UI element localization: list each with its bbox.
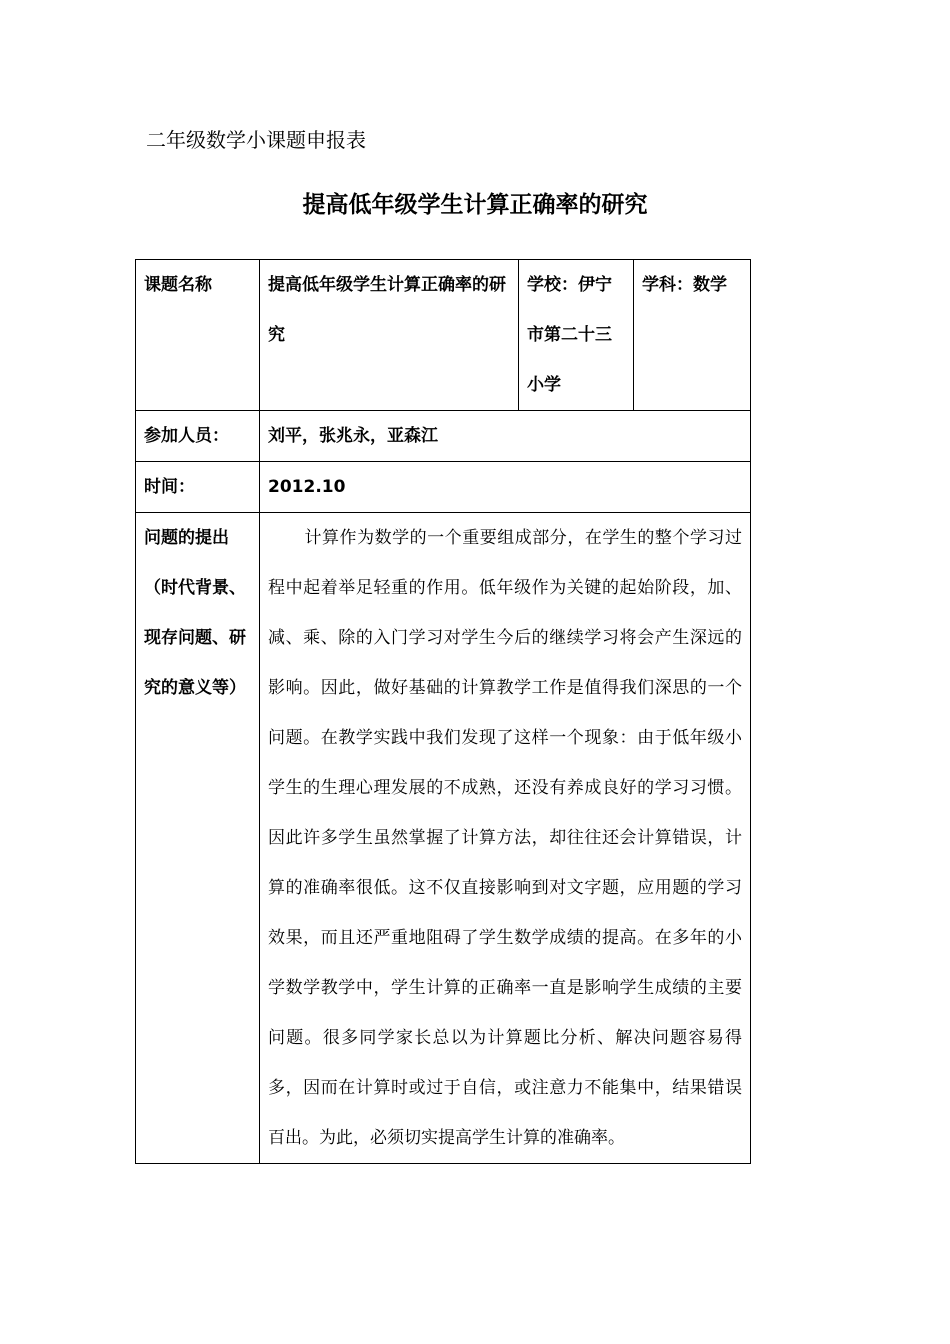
problem-text-cell — [260, 513, 751, 1164]
topic-label-cell — [136, 260, 260, 411]
subject-cell — [634, 260, 751, 411]
subject-value: 学科：数学 — [642, 275, 727, 295]
problem-text: 计算作为数学的一个重要组成部分，在学生的整个学习过程中起着举足轻重的作用。低年级作为关键的起始阶段，加、减、乘、除的入门学习对学生今后的继续学习将会产生深远的影响。因此，做好基础的计算教学工作是值得我们深思的一个问题。在教学实践中我们发现了这样一个现象：由于低年级小学生的生理心理发展的不成熟，还没有养成良好的学习习惯。因此许多学生虽然掌握了计算方法，却往往还会计算错误，计算的准确率很低。这不仅直接影响到对文字题，应用题的学习效果，而且还严重地阻碍了学生数学成绩的提高。在多年的小学数学教学中，学生计算的正确率一直是影响学生成绩的主要问题。很多同学家长总以为计算题比分析、解决问题容易得多，因而在计算时或过于自信，或注意力不能集中，结果错误百出。为此，必须切实提高学生计算的准确率。 — [268, 528, 742, 1148]
topic-row — [136, 260, 751, 411]
topic-value: 提高低年级学生计算正确率的研究 — [268, 275, 506, 345]
time-value-cell — [260, 462, 751, 513]
members-value-cell — [260, 411, 751, 462]
problem-label: 问题的提出（时代背景、现存问题、研究的意义等） — [144, 528, 246, 698]
form-type-label: 二年级数学小课题申报表 — [146, 128, 366, 152]
members-label: 参加人员： — [144, 426, 229, 446]
school-cell — [519, 260, 634, 411]
members-label-cell — [136, 411, 260, 462]
time-row — [136, 462, 751, 513]
problem-row — [136, 513, 751, 1164]
topic-label: 课题名称 — [144, 275, 212, 295]
document-title: 提高低年级学生计算正确率的研究 — [302, 192, 648, 218]
application-form-table — [135, 259, 751, 1164]
topic-value-cell — [260, 260, 519, 411]
members-value: 刘平，张兆永，亚森江 — [268, 426, 438, 446]
members-row — [136, 411, 751, 462]
time-value: 2012.10 — [268, 477, 346, 497]
time-label-cell — [136, 462, 260, 513]
school-value: 学校：伊宁市第二十三小学 — [527, 275, 612, 395]
time-label: 时间： — [144, 477, 195, 497]
problem-label-cell — [136, 513, 260, 1164]
